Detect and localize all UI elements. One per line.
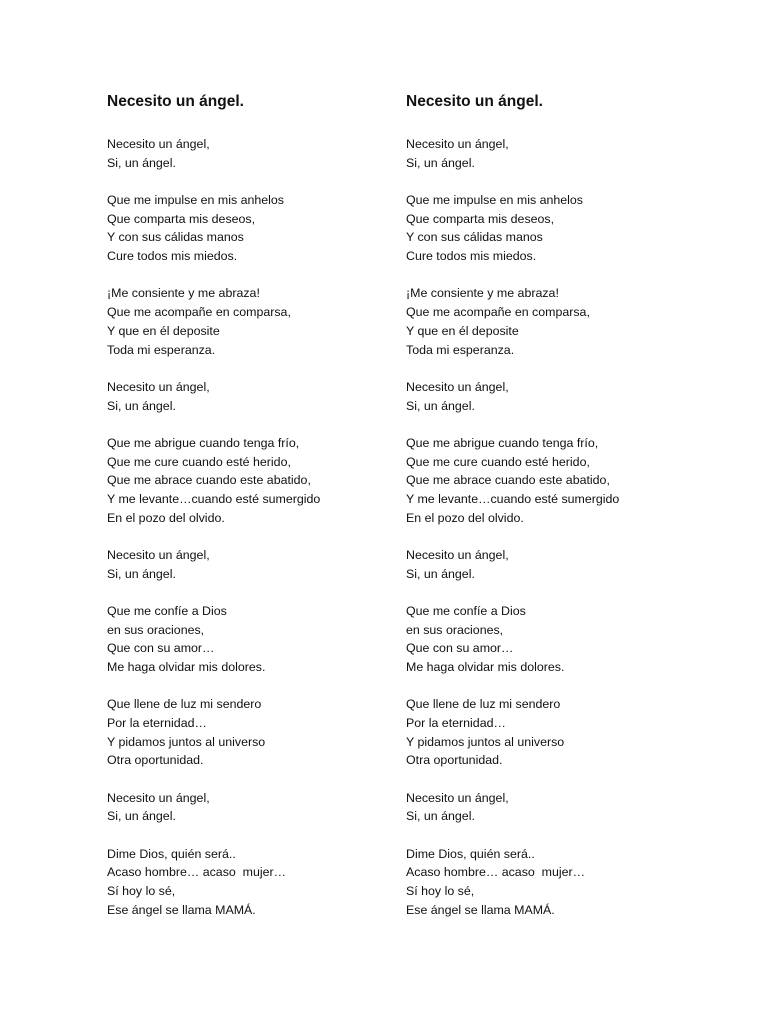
poem-line: Otra oportunidad. (406, 753, 503, 768)
poem-line: Acaso hombre… acaso mujer… (406, 865, 586, 880)
poem-line: Que me acompañe en comparsa, (107, 305, 291, 320)
stanza (107, 378, 407, 415)
poem-line: En el pozo del olvido. (406, 510, 524, 525)
poem-line: Si, un ángel. (107, 155, 176, 170)
stanza (406, 602, 706, 677)
poem-line: Que con su amor… (107, 641, 215, 656)
poem-line: Necesito un ángel, (107, 790, 210, 805)
poem-line: Otra oportunidad. (107, 753, 204, 768)
poem-line: Si, un ángel. (406, 398, 475, 413)
poem-line: Que llene de luz mi sendero (406, 697, 561, 712)
poem-line: Ese ángel se llama MAMÁ. (406, 902, 555, 917)
stanza (406, 789, 706, 826)
poem-line: Necesito un ángel, (107, 137, 210, 151)
poem-line: Que llene de luz mi sendero (107, 697, 262, 712)
poem-line: Que me impulse en mis anhelos (107, 193, 284, 207)
poem-line: en sus oraciones, (406, 622, 504, 637)
poem-line: en sus oraciones, (107, 622, 205, 637)
poem-line: Que me cure cuando esté herido, (406, 454, 590, 469)
poem-line: Y me levante…cuando esté sumergido (107, 491, 321, 506)
poem-line: Dime Dios, quién será.. (107, 846, 236, 861)
poem-body (406, 135, 706, 920)
poem-line: Cure todos mis miedos. (107, 249, 238, 264)
poem-line: Que me confíe a Dios (406, 603, 526, 618)
poem-line: Que me acompañe en comparsa, (406, 305, 590, 320)
stanza (107, 695, 407, 770)
poem-line: Que me abrace cuando este abatido, (406, 473, 610, 488)
poem-line: Que me impulse en mis anhelos (406, 193, 583, 207)
poem-title: Necesito un ángel. (406, 93, 543, 110)
poem-line: Que comparta mis deseos, (107, 211, 256, 226)
stanza (406, 135, 706, 172)
poem-line: Si, un ángel. (107, 809, 176, 824)
stanza (107, 845, 407, 920)
stanza (107, 284, 407, 359)
poem-line: Cure todos mis miedos. (406, 249, 537, 264)
poem-body (107, 135, 407, 920)
stanza (406, 546, 706, 583)
poem-line: Acaso hombre… acaso mujer… (107, 865, 287, 880)
poem-line: Y pidamos juntos al universo (406, 734, 565, 749)
poem-line: Y con sus cálidas manos (107, 230, 244, 245)
poem-line: Toda mi esperanza. (406, 342, 515, 357)
poem-line: Me haga olvidar mis dolores. (107, 660, 266, 675)
poem-line: Dime Dios, quién será.. (406, 846, 535, 861)
stanza (107, 191, 407, 266)
poem-line: Necesito un ángel, (406, 790, 509, 805)
poem-line: Sí hoy lo sé, (107, 884, 176, 899)
poem-line: Necesito un ángel, (406, 137, 509, 151)
poem-line: Si, un ángel. (406, 155, 475, 170)
poem-line: Que comparta mis deseos, (406, 211, 555, 226)
poem-line: Sí hoy lo sé, (406, 884, 475, 899)
stanza (406, 695, 706, 770)
poem-line: Y pidamos juntos al universo (107, 734, 266, 749)
poem-line: Si, un ángel. (406, 809, 475, 824)
poem-line: Que me abrigue cuando tenga frío, (107, 435, 300, 450)
poem-column-left (107, 90, 407, 938)
poem-line: Toda mi esperanza. (107, 342, 216, 357)
stanza (107, 546, 407, 583)
stanza (406, 845, 706, 920)
poem-line: Que me cure cuando esté herido, (107, 454, 291, 469)
poem-line: Si, un ángel. (107, 566, 176, 581)
stanza (406, 434, 706, 528)
stanza (107, 135, 407, 172)
poem-line: Si, un ángel. (107, 398, 176, 413)
poem-line: Por la eternidad… (107, 716, 207, 731)
poem-line: Y que en él deposite (107, 323, 220, 338)
poem-line: Necesito un ángel, (107, 379, 210, 394)
poem-line: Necesito un ángel, (406, 547, 509, 562)
poem-line: Si, un ángel. (406, 566, 475, 581)
stanza (107, 434, 407, 528)
poem-line: Necesito un ángel, (107, 547, 210, 562)
poem-line: Ese ángel se llama MAMÁ. (107, 902, 256, 917)
poem-line: Que me abrigue cuando tenga frío, (406, 435, 599, 450)
poem-line: Que me confíe a Dios (107, 603, 227, 618)
stanza (107, 602, 407, 677)
poem-line: En el pozo del olvido. (107, 510, 225, 525)
stanza (406, 284, 706, 359)
poem-line: Que me abrace cuando este abatido, (107, 473, 311, 488)
stanza (406, 378, 706, 415)
stanza (107, 789, 407, 826)
poem-line: ¡Me consiente y me abraza! (107, 286, 260, 301)
poem-line: Por la eternidad… (406, 716, 506, 731)
stanza (406, 191, 706, 266)
poem-line: Me haga olvidar mis dolores. (406, 660, 565, 675)
poem-line: Y con sus cálidas manos (406, 230, 543, 245)
poem-line: Necesito un ángel, (406, 379, 509, 394)
poem-column-right (406, 90, 706, 938)
poem-line: Que con su amor… (406, 641, 514, 656)
poem-line: Y que en él deposite (406, 323, 519, 338)
poem-line: ¡Me consiente y me abraza! (406, 286, 559, 301)
poem-line: Y me levante…cuando esté sumergido (406, 491, 620, 506)
poem-title: Necesito un ángel. (107, 93, 244, 110)
